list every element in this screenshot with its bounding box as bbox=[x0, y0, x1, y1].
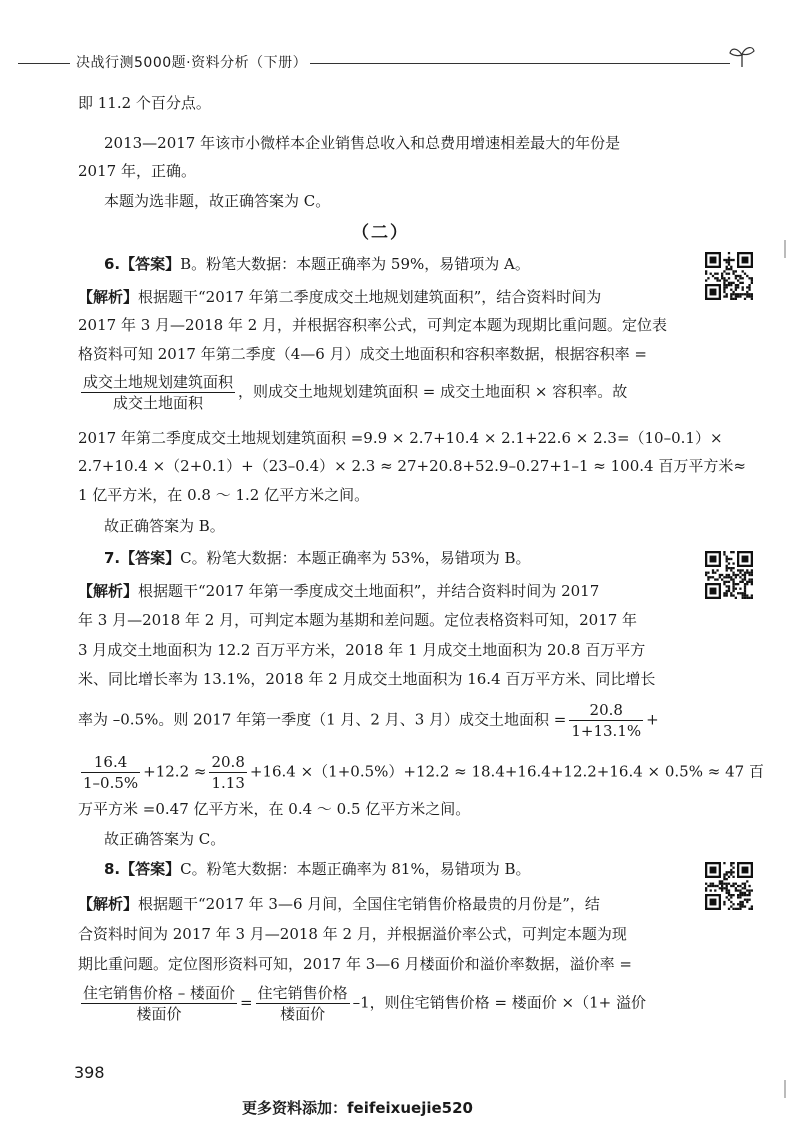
fraction-numerator: 成交土地规划建筑面积 bbox=[83, 373, 234, 391]
formula-text: + bbox=[646, 710, 659, 729]
text-line: 万平方米 =0.47 亿平方米，在 0.4 ～ 0.5 亿平方米之间。 bbox=[78, 800, 471, 818]
text-line: 故正确答案为 B。 bbox=[104, 517, 225, 535]
analysis-label: 【解析】 bbox=[78, 895, 139, 913]
answer-text: C。粉笔大数据：本题正确率为 81%，易错项为 B。 bbox=[180, 860, 531, 878]
formula-line bbox=[78, 752, 764, 793]
fraction-denominator: 成交土地面积 bbox=[113, 394, 204, 412]
text-line: 2017 年 3 月—2018 年 2 月，并根据容积率公式，可判定本题为现期比重问题。定位表 bbox=[78, 316, 668, 334]
formula-line bbox=[78, 372, 627, 413]
formula-text: –1，则住宅销售价格 = 楼面价 ×（1+ 溢价 bbox=[352, 993, 647, 1012]
answer-text: C。粉笔大数据：本题正确率为 53%，易错项为 B。 bbox=[180, 549, 531, 567]
text-line: 米、同比增长率为 13.1%，2018 年 2 月成交土地面积为 16.4 百万平方米、同比增长 bbox=[78, 670, 656, 688]
text-line: 2.7+10.4 ×（2+0.1）+（23–0.4）× 2.3 ≈ 27+20.8+52.9–0.27+1–1 ≈ 100.4 百万平方米≈ bbox=[78, 457, 746, 475]
analysis-label: 【解析】 bbox=[78, 582, 139, 600]
analysis-text: 根据题干“2017 年 3—6 月间，全国住宅销售价格最贵的月份是”，结 bbox=[138, 895, 600, 913]
fraction-numerator: 20.8 bbox=[569, 700, 643, 721]
header-rule-left bbox=[18, 63, 70, 64]
formula-line bbox=[78, 700, 659, 741]
text-line: 1 亿平方米，在 0.8 ～ 1.2 亿平方米之间。 bbox=[78, 486, 370, 504]
running-header bbox=[0, 40, 800, 70]
text-line: 2017 年第二季度成交土地规划建筑面积 =9.9 × 2.7+10.4 × 2.1+22.6 × 2.3=（10–0.1）× bbox=[78, 429, 723, 447]
fraction-numerator: 16.4 bbox=[81, 752, 140, 773]
fraction-denominator: 1+13.1% bbox=[571, 722, 642, 740]
answer-label: 6.【答案】 bbox=[104, 255, 181, 273]
formula-text: = bbox=[240, 993, 253, 1012]
answer-text: B。粉笔大数据：本题正确率为 59%，易错项为 A。 bbox=[180, 255, 530, 273]
fraction-denominator: 1.13 bbox=[211, 774, 245, 792]
fraction bbox=[81, 752, 140, 793]
text-line: 2013—2017 年该市小微样本企业销售总收入和总费用增速相差最大的年份是 bbox=[104, 134, 621, 152]
text-line: 年 3 月—2018 年 2 月，可判定本题为基期和差问题。定位表格资料可知，2017 年 bbox=[78, 611, 638, 629]
answer-label: 7.【答案】 bbox=[104, 549, 181, 567]
footer-note: 更多资料添加：feifeixuejie520 bbox=[242, 1099, 473, 1117]
section-heading: （二） bbox=[352, 223, 409, 243]
analysis-line bbox=[78, 580, 599, 602]
formula-text: 率为 –0.5%。则 2017 年第一季度（1 月、2 月、3 月）成交土地面积 = bbox=[78, 710, 567, 729]
analysis-text: 根据题干“2017 年第二季度成交土地规划建筑面积”，结合资料时间为 bbox=[138, 288, 602, 306]
answer-line-q7 bbox=[104, 547, 531, 569]
fraction-numerator: 20.8 bbox=[211, 753, 245, 771]
fraction-denominator: 楼面价 bbox=[136, 1005, 182, 1023]
fraction-numerator: 住宅销售价格 – 楼面价 bbox=[83, 984, 236, 1002]
qr-code-icon[interactable] bbox=[705, 252, 753, 300]
fraction bbox=[256, 983, 350, 1024]
header-rule-right bbox=[310, 63, 730, 64]
text-line: 格资料可知 2017 年第二季度（4—6 月）成交土地面积和容积率数据，根据容积率 = bbox=[78, 345, 647, 363]
fraction-numerator: 住宅销售价格 bbox=[257, 984, 348, 1002]
answer-line-q8 bbox=[104, 858, 531, 880]
scan-edge-mark bbox=[784, 240, 786, 258]
fraction-denominator: 楼面价 bbox=[280, 1005, 326, 1023]
answer-label: 8.【答案】 bbox=[104, 860, 181, 878]
formula-text: +16.4 ×（1+0.5%）+12.2 ≈ 18.4+16.4+12.2+16.4 × 0.5% ≈ 47 百 bbox=[249, 762, 764, 781]
text-line: 3 月成交土地面积为 12.2 百万平方米，2018 年 1 月成交土地面积为 20.8 百万平方 bbox=[78, 641, 646, 659]
header-title: 决战行测5000题·资料分析（下册） bbox=[76, 55, 308, 71]
fraction-denominator: 1–0.5% bbox=[83, 774, 139, 792]
formula-text: ，则成交土地规划建筑面积 = 成交土地面积 × 容积率。故 bbox=[238, 382, 628, 401]
formula-text: +12.2 ≈ bbox=[143, 762, 207, 781]
text-line: 合资料时间为 2017 年 3 月—2018 年 2 月，并根据溢价率公式，可判定本题为现 bbox=[78, 925, 627, 943]
text-line: 2017 年，正确。 bbox=[78, 162, 196, 180]
qr-code-icon[interactable] bbox=[705, 551, 753, 599]
analysis-text: 根据题干“2017 年第一季度成交土地面积”，并结合资料时间为 2017 bbox=[138, 582, 600, 600]
analysis-line bbox=[78, 286, 601, 308]
text-line: 本题为选非题，故正确答案为 C。 bbox=[104, 192, 331, 210]
scan-edge-mark bbox=[784, 1080, 786, 1098]
fraction bbox=[209, 752, 246, 793]
text-line: 期比重问题。定位图形资料可知，2017 年 3—6 月楼面价和溢价率数据，溢价率 = bbox=[78, 955, 632, 973]
answer-line-q6 bbox=[104, 253, 530, 275]
fraction bbox=[81, 372, 235, 413]
sprout-icon bbox=[728, 44, 756, 68]
fraction bbox=[81, 983, 237, 1024]
text-line: 即 11.2 个百分点。 bbox=[78, 94, 211, 112]
text-line: 故正确答案为 C。 bbox=[104, 830, 226, 848]
analysis-line bbox=[78, 893, 600, 915]
qr-code-icon[interactable] bbox=[705, 862, 753, 910]
page-number: 398 bbox=[74, 1063, 105, 1082]
fraction bbox=[569, 700, 643, 741]
formula-line bbox=[78, 983, 646, 1024]
analysis-label: 【解析】 bbox=[78, 288, 139, 306]
